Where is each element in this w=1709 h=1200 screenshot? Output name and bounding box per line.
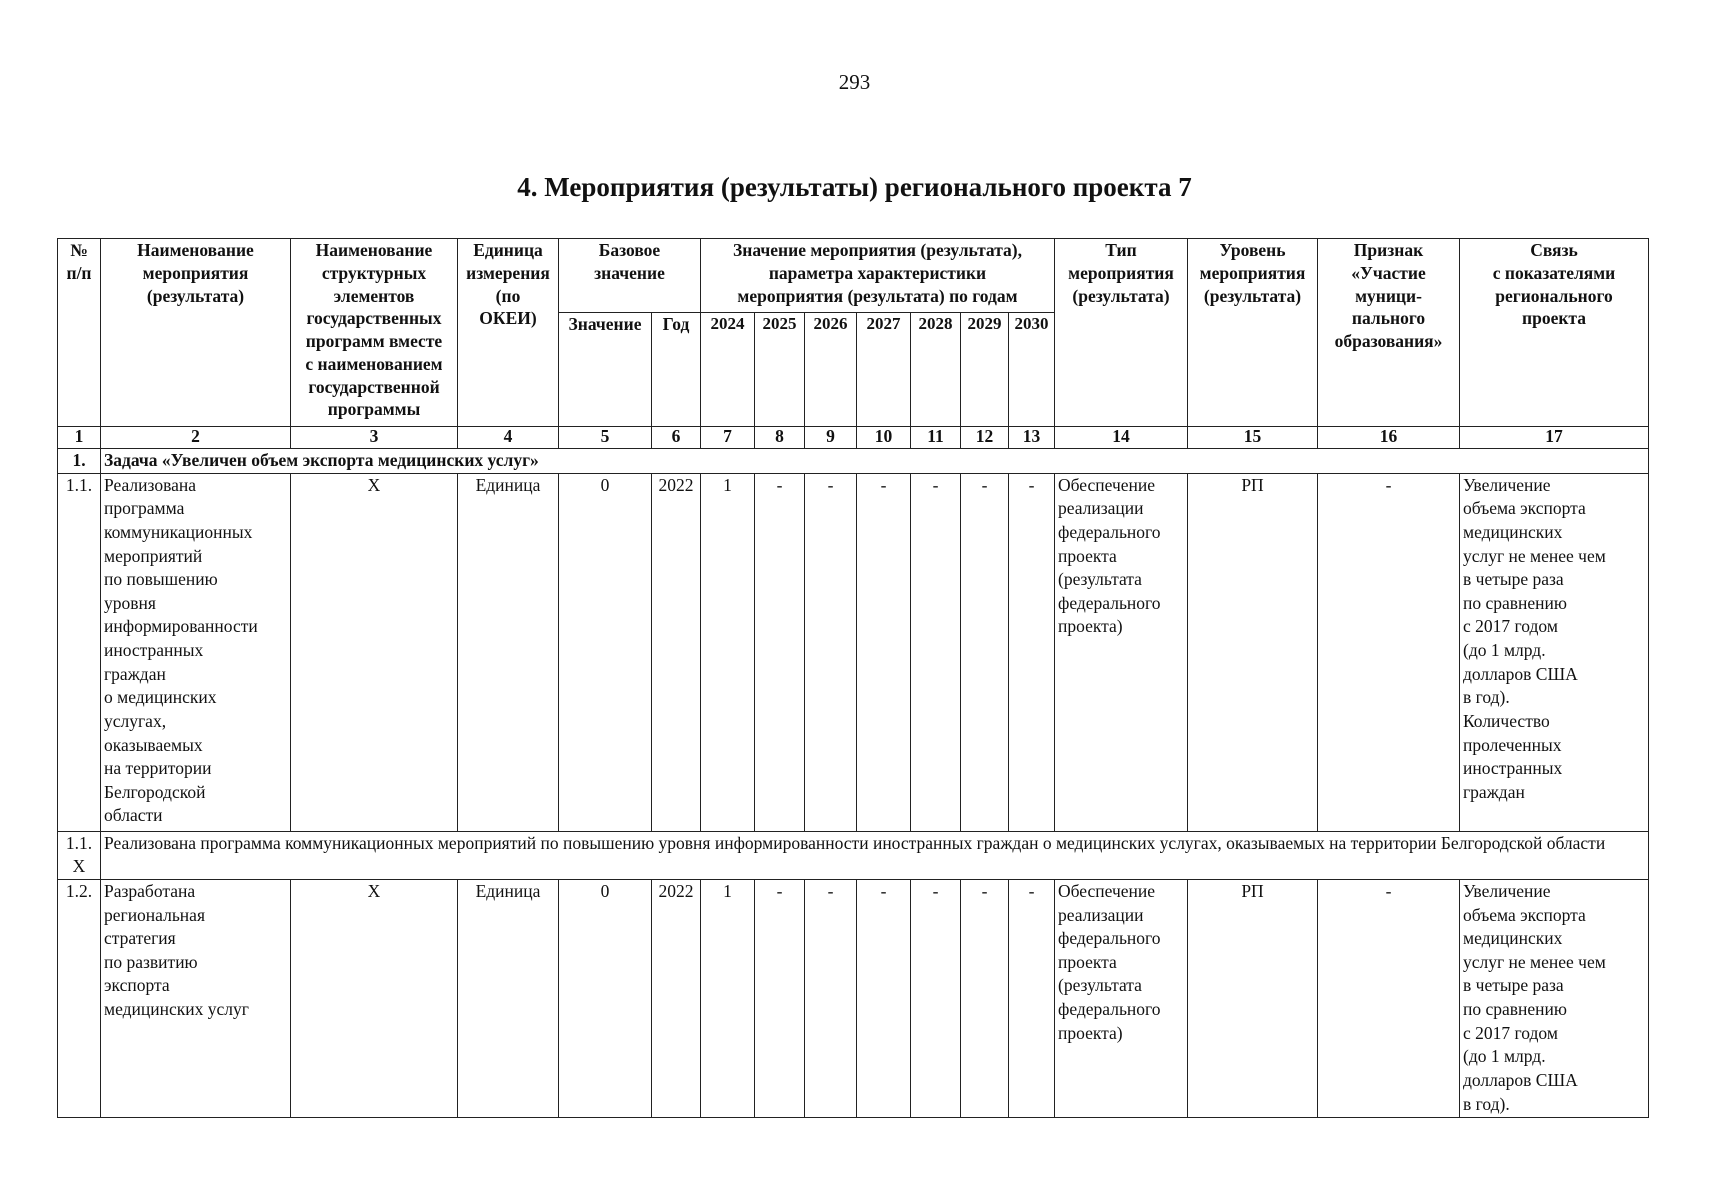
header-base-year: Год xyxy=(652,313,701,427)
column-number: 14 xyxy=(1055,427,1188,449)
row-type: Обеспечение реализации федерального проекта (результата федерального проекта) xyxy=(1055,879,1188,1117)
row-base-value: 0 xyxy=(559,473,652,831)
row-number: 1.2. xyxy=(58,879,101,1117)
column-number: 8 xyxy=(755,427,805,449)
header-number: № п/п xyxy=(58,239,101,427)
header-year: 2026 xyxy=(805,313,857,427)
row-year-value: - xyxy=(961,473,1009,831)
row-name: Реализована программа коммуникационных мероприятий по повышению уровня информированности иностранных граждан о медицинских услугах, оказываемых на территории Белгородской области xyxy=(101,473,291,831)
row-year-value: 1 xyxy=(701,879,755,1117)
row-year-value: 1 xyxy=(701,473,755,831)
header-year: 2028 xyxy=(911,313,961,427)
column-number: 4 xyxy=(458,427,559,449)
row-unit: Единица xyxy=(458,879,559,1117)
row-year-value: - xyxy=(911,473,961,831)
row-base-value: 0 xyxy=(559,879,652,1117)
header-base-value: Значение xyxy=(559,313,652,427)
header-year: 2025 xyxy=(755,313,805,427)
row-municipal: - xyxy=(1318,879,1460,1117)
header-year: 2027 xyxy=(857,313,911,427)
column-number: 12 xyxy=(961,427,1009,449)
table-header xyxy=(58,239,1649,427)
header-year: 2024 xyxy=(701,313,755,427)
header-type: Тип мероприятия (результата) xyxy=(1055,239,1188,427)
subrow-number: 1.1.Х xyxy=(58,831,101,879)
column-number: 9 xyxy=(805,427,857,449)
row-type: Обеспечение реализации федерального проекта (результата федерального проекта) xyxy=(1055,473,1188,831)
column-number: 2 xyxy=(101,427,291,449)
header-year: 2029 xyxy=(961,313,1009,427)
row-year-value: - xyxy=(1009,473,1055,831)
header-unit: Единица измерения (по ОКЕИ) xyxy=(458,239,559,427)
header-values-group: Значение мероприятия (результата), параметра характеристики мероприятия (результата) по годам xyxy=(701,239,1055,313)
results-table xyxy=(57,238,1649,1118)
column-number: 6 xyxy=(652,427,701,449)
row-year-value: - xyxy=(911,879,961,1117)
header-year: 2030 xyxy=(1009,313,1055,427)
subrow xyxy=(58,831,1649,879)
row-year-value: - xyxy=(755,473,805,831)
row-structural-element: Х xyxy=(291,879,458,1117)
column-number: 13 xyxy=(1009,427,1055,449)
row-base-year: 2022 xyxy=(652,473,701,831)
column-number-row xyxy=(58,427,1649,449)
header-municipal: Признак «Участие муници- пального образования» xyxy=(1318,239,1460,427)
row-unit: Единица xyxy=(458,473,559,831)
column-number: 10 xyxy=(857,427,911,449)
row-municipal: - xyxy=(1318,473,1460,831)
row-year-value: - xyxy=(857,879,911,1117)
header-link: Связь с показателями регионального проекта xyxy=(1460,239,1649,427)
row-structural-element: Х xyxy=(291,473,458,831)
page-number: 293 xyxy=(838,70,871,94)
column-number: 1 xyxy=(58,427,101,449)
row-link: Увеличение объема экспорта медицинских услуг не менее чем в четыре раза по сравнению с 2017 годом (до 1 млрд. долларов США в год). Количество пролеченных иностранных граждан xyxy=(1460,473,1649,831)
task-number: 1. xyxy=(58,449,101,474)
task-text: Задача «Увеличен объем экспорта медицинских услуг» xyxy=(101,449,1649,474)
page-title: 4. Мероприятия (результаты) регионального проекта 7 xyxy=(517,172,1192,202)
row-year-value: - xyxy=(805,473,857,831)
header-name: Наименование мероприятия (результата) xyxy=(101,239,291,427)
column-number: 17 xyxy=(1460,427,1649,449)
column-number: 5 xyxy=(559,427,652,449)
row-year-value: - xyxy=(805,879,857,1117)
header-level: Уровень мероприятия (результата) xyxy=(1188,239,1318,427)
row-level: РП xyxy=(1188,473,1318,831)
column-number: 16 xyxy=(1318,427,1460,449)
task-row xyxy=(58,449,1649,474)
row-number: 1.1. xyxy=(58,473,101,831)
row-year-value: - xyxy=(857,473,911,831)
column-number: 7 xyxy=(701,427,755,449)
row-name: Разработана региональная стратегия по развитию экспорта медицинских услуг xyxy=(101,879,291,1117)
row-year-value: - xyxy=(755,879,805,1117)
table-row xyxy=(58,473,1649,831)
column-number: 11 xyxy=(911,427,961,449)
row-year-value: - xyxy=(961,879,1009,1117)
row-base-year: 2022 xyxy=(652,879,701,1117)
row-level: РП xyxy=(1188,879,1318,1117)
column-number: 15 xyxy=(1188,427,1318,449)
row-year-value: - xyxy=(1009,879,1055,1117)
header-base-group: Базовое значение xyxy=(559,239,701,313)
subrow-text: Реализована программа коммуникационных мероприятий по повышению уровня информированности иностранных граждан о медицинских услугах, оказываемых на территории Белгородской области xyxy=(101,831,1649,879)
table-row xyxy=(58,879,1649,1117)
column-number: 3 xyxy=(291,427,458,449)
row-link: Увеличение объема экспорта медицинских услуг не менее чем в четыре раза по сравнению с 2017 годом (до 1 млрд. долларов США в год). xyxy=(1460,879,1649,1117)
header-structural-elements: Наименование структурных элементов государственных программ вместе с наименованием государственной программы xyxy=(291,239,458,427)
